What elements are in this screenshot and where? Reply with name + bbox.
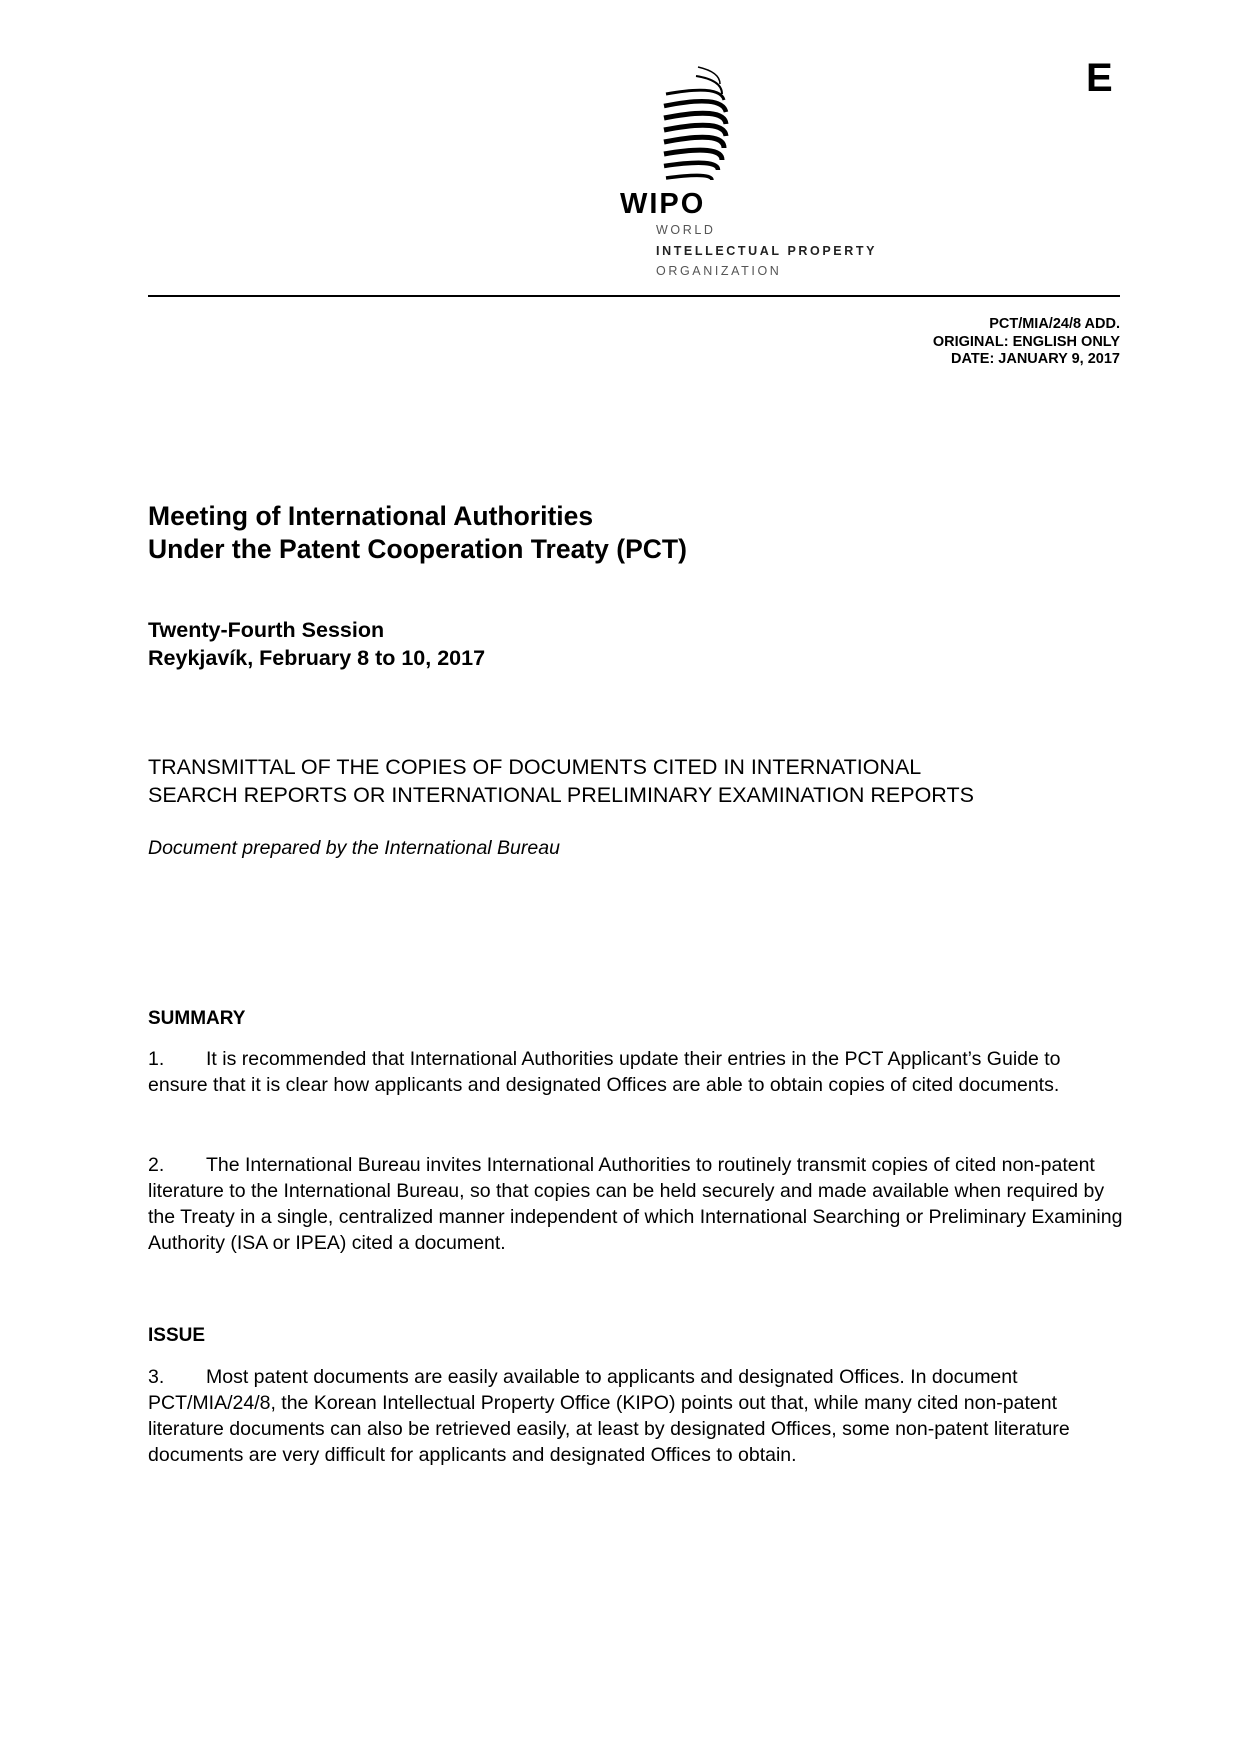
paragraph-text: The International Bureau invites International Authorities to routinely transmit copies of cited non-patent literature to the International Bureau, so that copies can be held securely and made available when required by the Treaty in a single, centralized manner independent of which International Searching or Preliminary Examining Authority (ISA or IPEA) cited a document.: [148, 1154, 1123, 1254]
document-title-line-2: SEARCH REPORTS OR INTERNATIONAL PRELIMINARY EXAMINATION REPORTS: [148, 783, 974, 807]
wipo-globe-stripes-icon: [658, 62, 738, 187]
section-heading-summary: SUMMARY: [148, 1008, 246, 1029]
document-symbol: PCT/MIA/24/8 ADD.: [989, 316, 1120, 332]
section-heading-issue: ISSUE: [148, 1325, 206, 1346]
wipo-logo: [620, 60, 940, 280]
paragraph-text: It is recommended that International Authorities update their entries in the PCT Applicant’s Guide to ensure that it is clear how applicants and designated Offices are able to obtain copies of cited documents.: [148, 1048, 1061, 1096]
paragraph-number: 1.: [148, 1048, 165, 1070]
document-reference: [933, 316, 1120, 369]
paragraph-number: 3.: [148, 1366, 165, 1388]
document-title-line-1: TRANSMITTAL OF THE COPIES OF DOCUMENTS CITED IN INTERNATIONAL: [148, 755, 922, 779]
paragraph-1: [148, 1046, 1123, 1098]
paragraph-3: [148, 1364, 1123, 1468]
session-info: [148, 616, 485, 672]
session-name: Twenty-Fourth Session: [148, 618, 385, 642]
logo-line-intellectual-property: INTELLECTUAL PROPERTY: [656, 244, 878, 258]
logo-acronym: WIPO: [620, 188, 706, 220]
language-code: E: [1086, 56, 1113, 100]
session-place-date: Reykjavík, February 8 to 10, 2017: [148, 646, 486, 670]
logo-line-world: WORLD: [656, 223, 716, 237]
document-title: [148, 753, 1128, 809]
meeting-title-line-2: Under the Patent Cooperation Treaty (PCT): [148, 534, 687, 564]
header-divider: [148, 295, 1120, 297]
meeting-title-line-1: Meeting of International Authorities: [148, 501, 594, 531]
paragraph-text: Most patent documents are easily available to applicants and designated Offices. In document PCT/MIA/24/8, the Korean Intellectual Property Office (KIPO) points out that, while many cited non-patent literature documents can also be retrieved easily, at least by designated Offices, some non-patent literature documents are very difficult for applicants and designated Offices to obtain.: [148, 1366, 1070, 1466]
logo-line-organization: ORGANIZATION: [656, 264, 782, 278]
original-language: ORIGINAL: ENGLISH ONLY: [932, 333, 1120, 350]
paragraph-number: 2.: [148, 1154, 165, 1176]
prepared-by: Document prepared by the International Bureau: [148, 837, 560, 859]
paragraph-2: [148, 1152, 1123, 1256]
document-date: DATE: JANUARY 9, 2017: [951, 351, 1120, 367]
meeting-title: [148, 500, 687, 566]
